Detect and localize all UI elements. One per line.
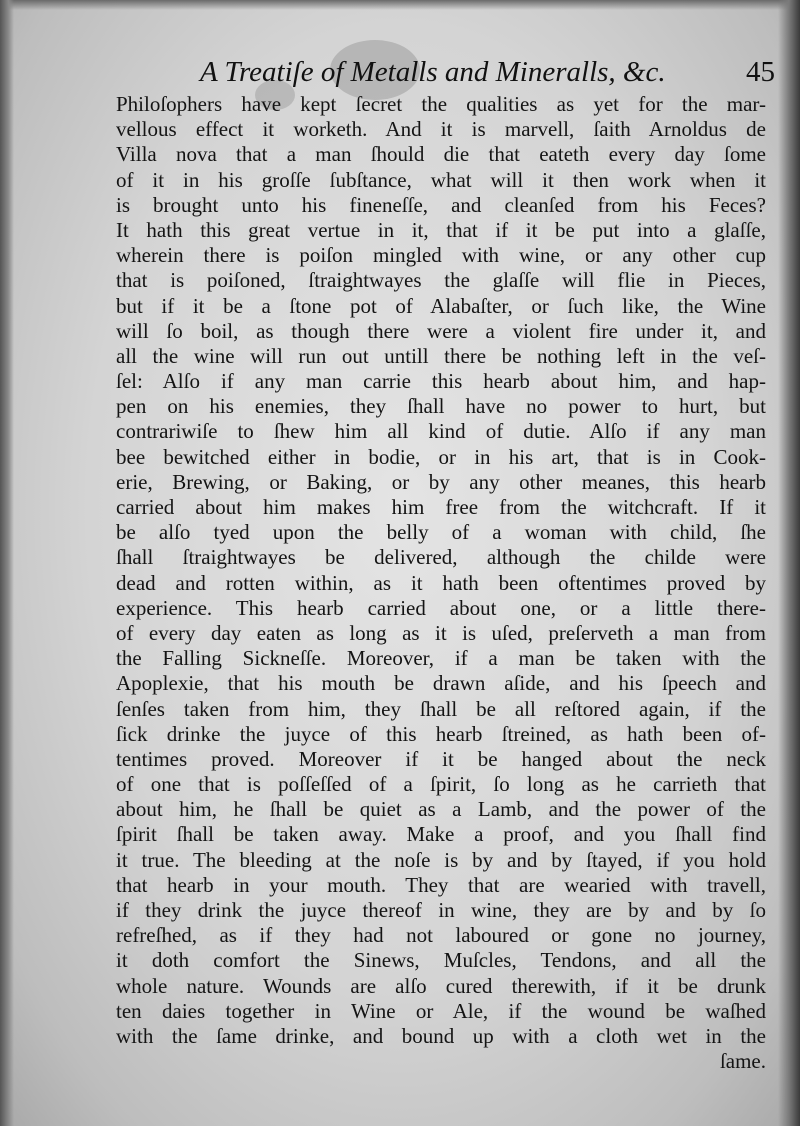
text-line: whole nature. Wounds are alſo cured therewith, if it be drunk: [116, 973, 766, 998]
text-line: is brought unto his fineneſſe, and cleanſed from his Feces?: [116, 192, 766, 217]
body-text: [116, 92, 766, 1074]
text-line: It hath this great vertue in it, that if it be put into a glaſſe,: [116, 217, 766, 242]
text-line: pen on his enemies, they ſhall have no power to hurt, but: [116, 394, 766, 419]
running-title: A Treatiſe of Metalls and Mineralls, &c.: [200, 56, 666, 88]
text-line: will ſo boil, as though there were a violent fire under it, and: [116, 318, 766, 343]
text-line: bee bewitched either in bodie, or in his art, that is in Cook-: [116, 444, 766, 469]
text-line: vellous effect it worketh. And it is marvell, ſaith Arnoldus de: [116, 117, 766, 142]
text-line: refreſhed, as if they had not laboured or gone no journey,: [116, 923, 766, 948]
text-line: be alſo tyed upon the belly of a woman with child, ſhe: [116, 520, 766, 545]
text-line: erie, Brewing, or Baking, or by any other meanes, this hearb: [116, 469, 766, 494]
text-line: with the ſame drinke, and bound up with a cloth wet in the: [116, 1023, 766, 1048]
text-line: wherein there is poiſon mingled with wine, or any other cup: [116, 243, 766, 268]
text-line: ſenſes taken from him, they ſhall be all reſtored again, if the: [116, 696, 766, 721]
text-line: of one that is poſſeſſed of a ſpirit, ſo long as he carrieth that: [116, 772, 766, 797]
text-line: all the wine will run out untill there be nothing left in the veſ-: [116, 343, 766, 368]
text-line: contrariwiſe to ſhew him all kind of dutie. Alſo if any man: [116, 419, 766, 444]
page-left-shadow: [0, 0, 14, 1126]
text-line: carried about him makes him free from the witchcraft. If it: [116, 495, 766, 519]
text-line: ſhall ſtraightwayes be delivered, although the childe were: [116, 545, 766, 570]
page-top-shadow: [0, 0, 800, 10]
text-line: the Falling Sickneſſe. Moreover, if a man be taken with the: [116, 646, 766, 671]
text-line: ten daies together in Wine or Ale, if the wound be waſhed: [116, 998, 766, 1023]
text-line: it true. The bleeding at the noſe is by and by ſtayed, if you hold: [116, 847, 766, 872]
text-line: of it in his groſſe ſubſtance, what will it then work when it: [116, 167, 766, 192]
text-line: of every day eaten as long as it is uſed, preſerveth a man from: [116, 620, 766, 645]
text-line: ſel: Alſo if any man carrie this hearb about him, and hap-: [116, 369, 766, 394]
text-line: Philoſophers have kept ſecret the qualities as yet for the mar-: [116, 92, 766, 116]
text-line: Apoplexie, that his mouth be drawn aſide, and his ſpeech and: [116, 671, 766, 696]
text-line: about him, he ſhall be quiet as a Lamb, and the power of the: [116, 797, 766, 822]
page-right-shadow: [778, 0, 800, 1126]
text-line: but if it be a ſtone pot of Alabaſter, or ſuch like, the Wine: [116, 293, 766, 318]
text-line: it doth comfort the Sinews, Muſcles, Tendons, and all the: [116, 948, 766, 973]
text-line: tentimes proved. Moreover if it be hanged about the neck: [116, 746, 766, 771]
text-line: experience. This hearb carried about one, or a little there-: [116, 595, 766, 620]
text-line: Villa nova that a man ſhould die that eateth every day ſome: [116, 142, 766, 167]
text-line: that hearb in your mouth. They that are wearied with travell,: [116, 872, 766, 897]
text-line: dead and rotten within, as it hath been oftentimes proved by: [116, 570, 766, 595]
text-line: ſick drinke the juyce of this hearb ſtreined, as hath been of-: [116, 721, 766, 746]
text-line: ſame.: [719, 1049, 766, 1074]
text-line: ſpirit ſhall be taken away. Make a proof, and you ſhall find: [116, 822, 766, 847]
text-line: if they drink the juyce thereof in wine, they are by and by ſo: [116, 898, 766, 922]
text-line: that is poiſoned, ſtraightwayes the glaſſe will flie in Pieces,: [116, 268, 766, 293]
page-number: 45: [746, 56, 775, 88]
